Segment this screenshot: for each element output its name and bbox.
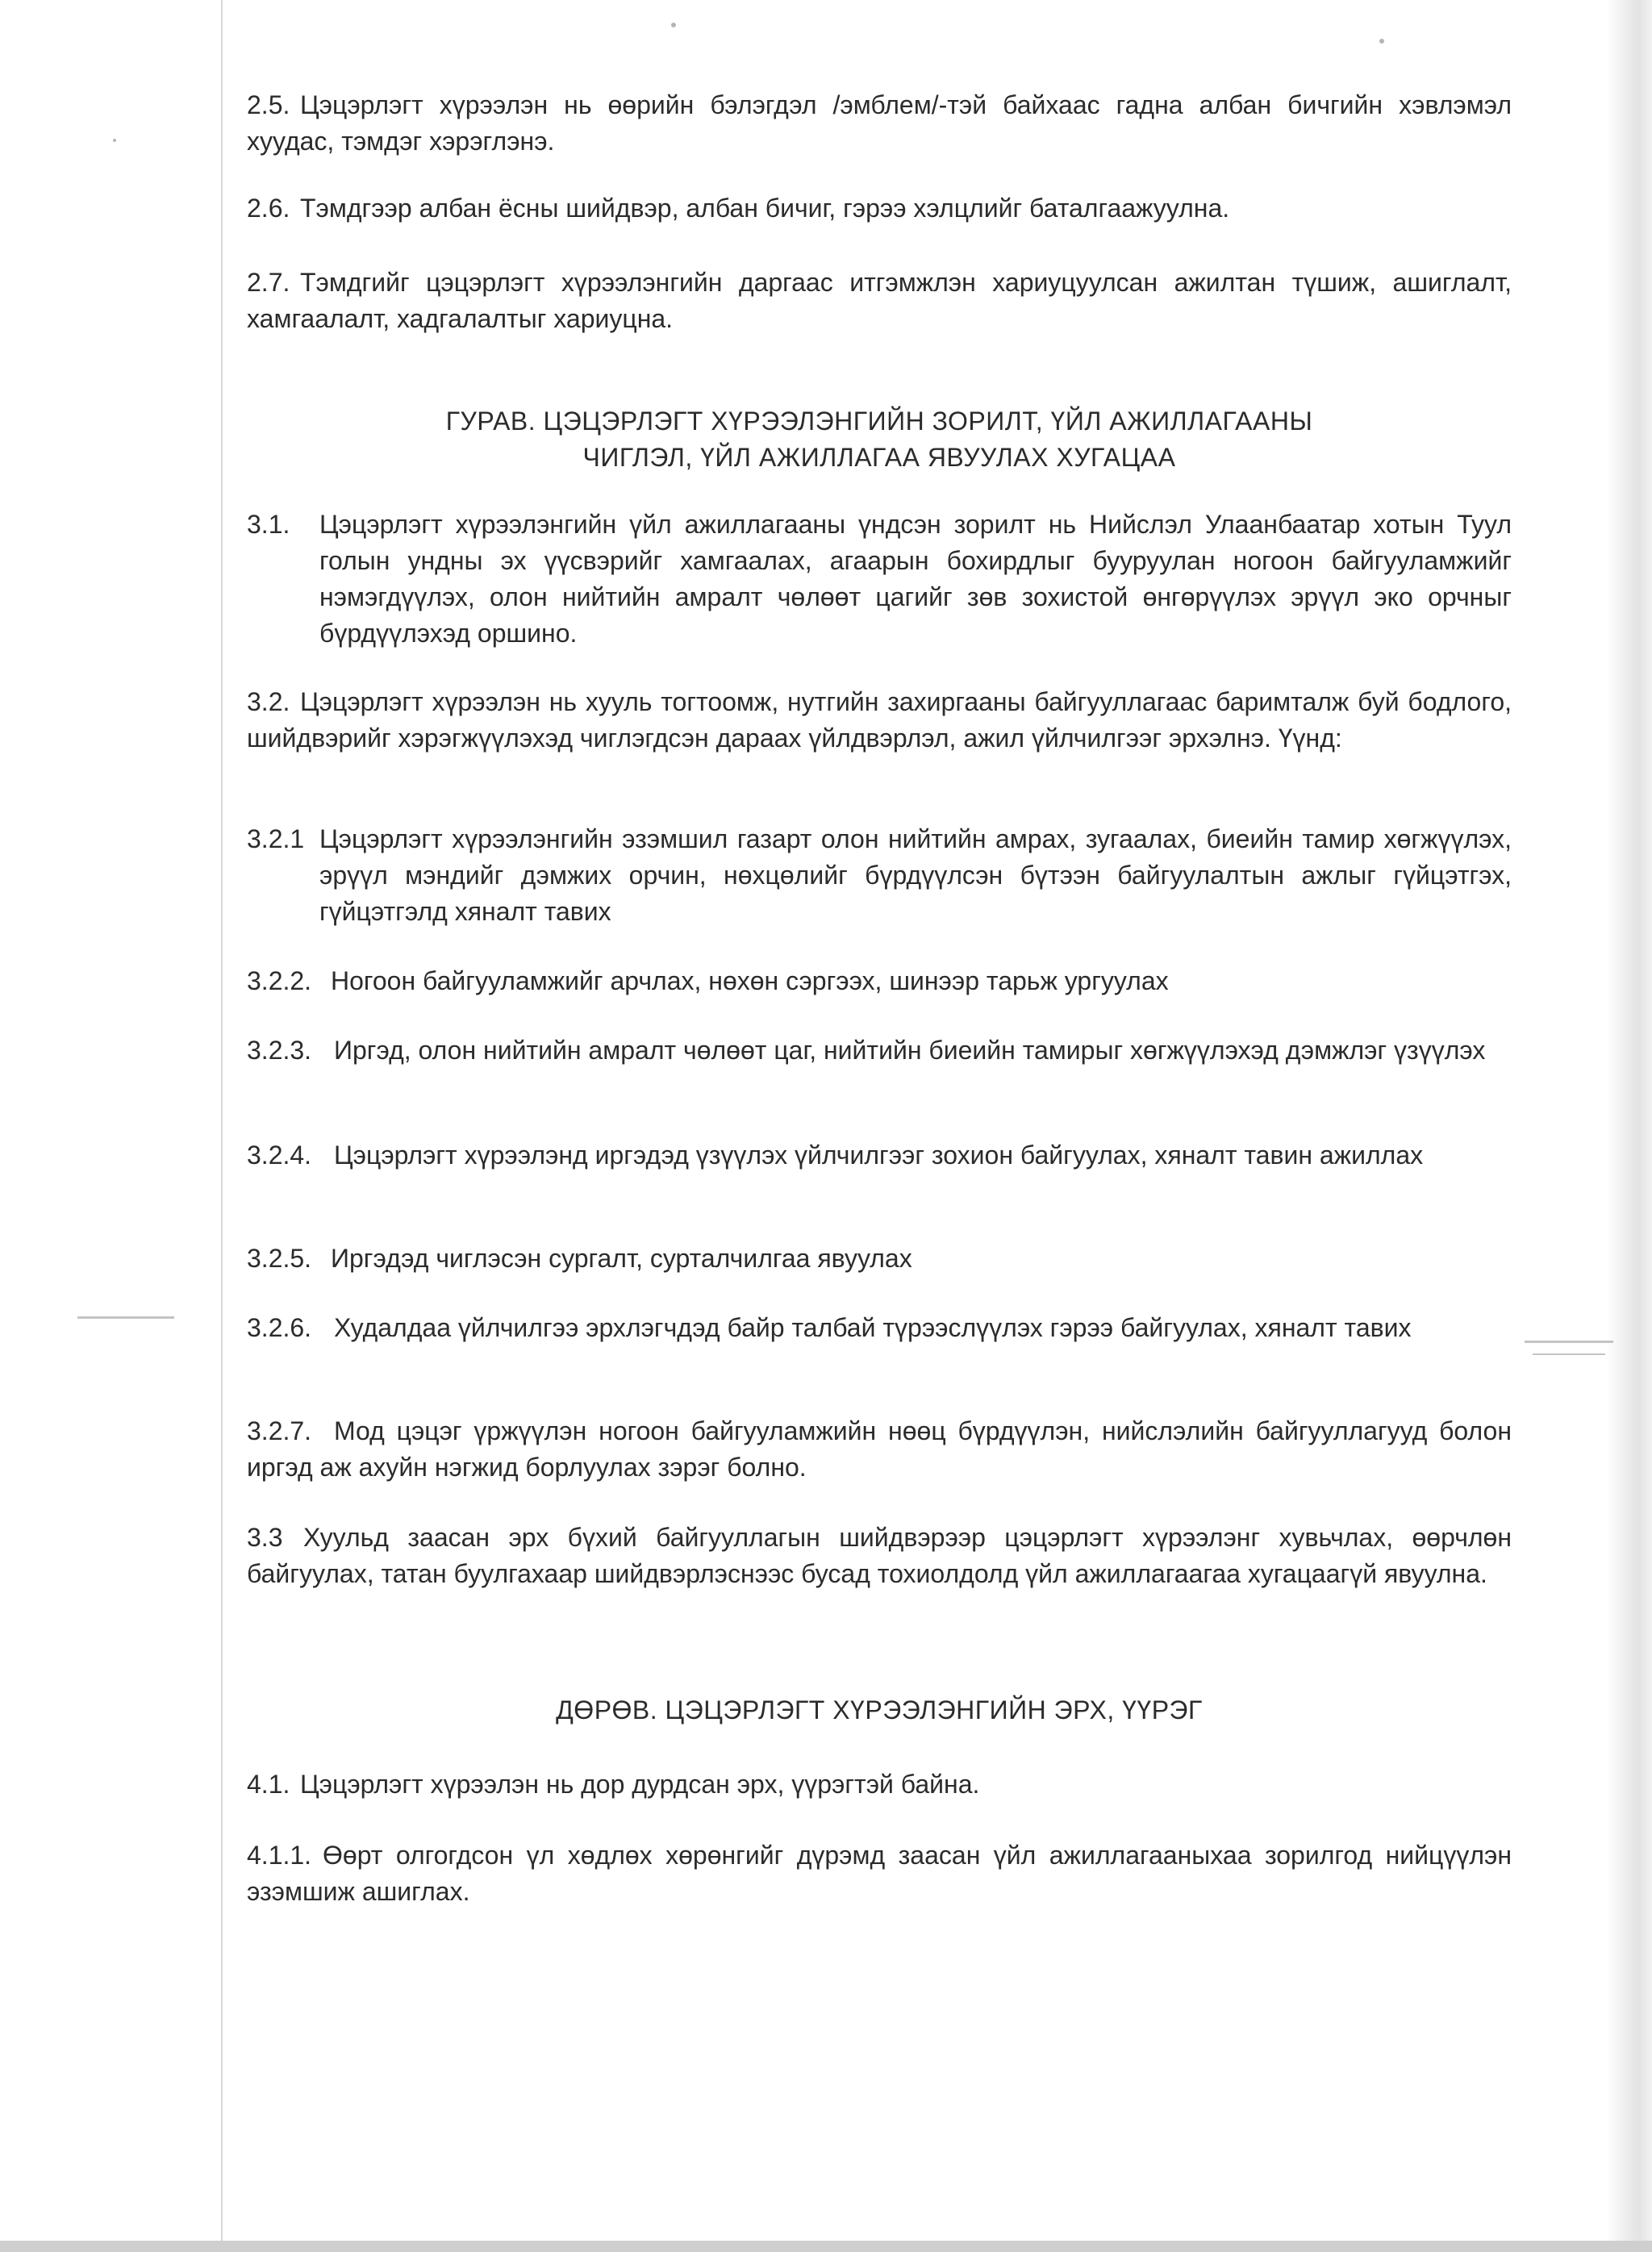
section-heading-3 <box>247 403 1512 476</box>
clause-text: Цэцэрлэгт хүрээлэн нь өөрийн бэлэгдэл /эмблем/-тэй байхаас гадна албан бичгийн хэвлэмэл хуудас, тэмдэг хэрэглэнэ. <box>247 90 1512 156</box>
clause-number: 3.2.2. <box>247 966 312 995</box>
scan-smudge <box>1525 1341 1613 1343</box>
clause-text: Иргэд, олон нийтийн амралт чөлөөт цаг, нийтийн биеийн тамирыг хөгжүүлэхэд дэмжлэг үзүүлэх <box>334 1036 1486 1065</box>
clause-3-2-5 <box>247 1241 1512 1277</box>
clause-3-1 <box>247 507 1512 652</box>
clause-text: Тэмдгээр албан ёсны шийдвэр, албан бичиг, гэрээ хэлцлийг баталгаажуулна. <box>300 194 1230 223</box>
clause-number: 3.2.3. <box>247 1036 312 1065</box>
clause-3-2-7 <box>247 1413 1512 1486</box>
clause-text: Цэцэрлэгт хүрээлэнгийн эзэмшил газарт олон нийтийн амрах, зугаалах, биеийн тамир хөгжүүлэх, эрүүл мэндийг дэмжих орчин, нөхцөлийг бүрдүүлсэн бүтээн байгуулалтын ажлыг гүйцэтгэх, гүйцэтгэлд хяналт тавих <box>319 824 1512 926</box>
clause-3-2-3 <box>247 1032 1512 1069</box>
clause-2-6 <box>247 190 1512 227</box>
clause-number: 3.2.5. <box>247 1244 312 1273</box>
clause-text: Цэцэрлэгт хүрээлэн нь дор дурдсан эрх, үүрэгтэй байна. <box>300 1770 980 1799</box>
clause-text: Цэцэрлэгт хүрээлэнгийн үйл ажиллагааны үндсэн зорилт нь Нийслэл Улаанбаатар хотын Туул голын ундны эх үүсвэрийг хамгаалах, агаарын бохирдлыг бууруулан ногоон байгууламжийг нэмэгдүүлэх, олон нийтийн амралт чөлөөт цагийг зөв зохистой өнгөрүүлэх эрүүл эко орчныг бүрдүүлэхэд оршино. <box>319 510 1512 648</box>
section-heading-4: ДӨРӨВ. ЦЭЦЭРЛЭГТ ХҮРЭЭЛЭНГИЙН ЭРХ, ҮҮРЭГ <box>556 1695 1203 1724</box>
clause-number: 3.2.7. <box>247 1416 312 1445</box>
clause-number: 3.2. <box>247 687 290 716</box>
clause-text: Цэцэрлэгт хүрээлэнд иргэдэд үзүүлэх үйлчилгээг зохион байгуулах, хяналт тавин ажиллах <box>334 1141 1424 1170</box>
scan-edge-shadow <box>1607 0 1652 2252</box>
clause-number: 3.3 <box>247 1523 283 1552</box>
clause-number: 3.1. <box>247 510 290 539</box>
clause-text: Хуульд заасан эрх бүхий байгууллагын шийдвэрээр цэцэрлэгт хүрээлэнг хувьчлах, өөрчлөн байгуулах, татан буулгахаар шийдвэрлэснээс бусад тохиолдолд үйл ажиллагаагаа хугацаагүй явуулна. <box>247 1523 1512 1588</box>
clause-4-1 <box>247 1766 1512 1803</box>
clause-number: 2.5. <box>247 90 290 119</box>
scan-margin-line <box>221 0 223 2252</box>
clause-number: 4.1.1. <box>247 1841 312 1870</box>
clause-number: 2.7. <box>247 268 290 297</box>
clause-text: Өөрт олгогдсон үл хөдлөх хөрөнгийг дүрэмд заасан үйл ажиллагааныхаа зорилгод нийцүүлэн эзэмшиж ашиглах. <box>247 1841 1512 1906</box>
clause-number: 4.1. <box>247 1770 290 1799</box>
clause-text: Худалдаа үйлчилгээ эрхлэгчдэд байр талбай түрээслүүлэх гэрээ байгуулах, хяналт тавих <box>334 1313 1412 1342</box>
clause-text: Тэмдгийг цэцэрлэгт хүрээлэнгийн даргаас итгэмжлэн хариуцуулсан ажилтан түшиж, ашиглалт, хамгаалалт, хадгалалтыг хариуцна. <box>247 268 1512 333</box>
scan-smudge <box>77 1316 174 1319</box>
scan-speck <box>113 139 116 142</box>
clause-number: 3.2.6. <box>247 1313 312 1342</box>
clause-3-3 <box>247 1520 1512 1592</box>
clause-text: Ногоон байгууламжийг арчлах, нөхөн сэргээх, шинээр тарьж ургуулах <box>331 966 1169 995</box>
clause-text: Иргэдэд чиглэсэн сургалт, сурталчилгаа явуулах <box>331 1244 912 1273</box>
clause-text: Цэцэрлэгт хүрээлэн нь хууль тогтоомж, нутгийн захиргааны байгууллагаас баримталж буй бодлого, шийдвэрийг хэрэгжүүлэхэд чиглэгдсэн дараах үйлдвэрлэл, ажил үйлчилгээг эрхэлнэ. Үүнд: <box>247 687 1512 753</box>
heading-line-1: ГУРАВ. ЦЭЦЭРЛЭГТ ХҮРЭЭЛЭНГИЙН ЗОРИЛТ, ҮЙЛ АЖИЛЛАГААНЫ <box>445 407 1313 436</box>
clause-2-5 <box>247 87 1512 160</box>
scan-speck <box>671 23 676 27</box>
clause-4-1-1 <box>247 1837 1512 1910</box>
scan-bottom-band <box>0 2241 1652 2252</box>
clause-3-2-2 <box>247 963 1512 999</box>
clause-number: 3.2.1 <box>247 824 305 853</box>
clause-3-2-1 <box>247 821 1512 930</box>
clause-number: 2.6. <box>247 194 290 223</box>
clause-3-2-6 <box>247 1310 1512 1346</box>
clause-3-2-4 <box>247 1137 1512 1174</box>
scan-speck <box>1379 39 1384 44</box>
clause-number: 3.2.4. <box>247 1141 312 1170</box>
clause-3-2 <box>247 684 1512 757</box>
scan-smudge <box>1533 1353 1605 1355</box>
clause-2-7 <box>247 265 1512 337</box>
clause-text: Мод цэцэг үржүүлэн ногоон байгууламжийн нөөц бүрдүүлэн, нийслэлийн байгууллагууд болон иргэд аж ахуйн нэгжид борлуулах зэрэг болно. <box>247 1416 1512 1482</box>
heading-line-2: ЧИГЛЭЛ, ҮЙЛ АЖИЛЛАГАА ЯВУУЛАХ ХУГАЦАА <box>582 443 1176 472</box>
